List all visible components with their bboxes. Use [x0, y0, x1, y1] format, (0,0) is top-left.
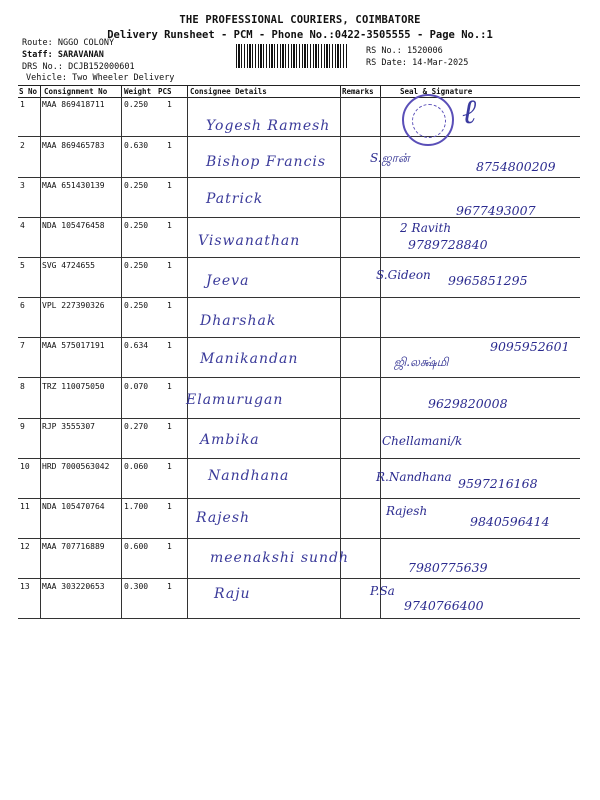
col-divider — [121, 538, 122, 578]
col-divider — [121, 458, 122, 498]
staff-line — [22, 50, 104, 60]
row-pcs: 1 — [167, 582, 172, 591]
row-signature: S.Gideon — [376, 268, 431, 282]
row-consignment-no: HRD 7000563042 — [42, 462, 110, 471]
row-consignment-no: MAA 707716889 — [42, 542, 105, 551]
drs-label: DRS No.: — [22, 62, 63, 72]
row-consignee-handwritten: Nandhana — [208, 468, 290, 484]
route-label: Route: — [22, 38, 53, 48]
col-consignment: Consignment No — [44, 87, 108, 96]
col-divider — [340, 498, 341, 538]
vehicle-value: Two Wheeler Delivery — [72, 73, 175, 83]
vehicle-label: Vehicle: — [26, 73, 67, 83]
table-row — [18, 96, 580, 137]
row-weight: 0.250 — [124, 221, 149, 230]
col-divider — [121, 217, 122, 257]
row-weight: 0.250 — [124, 100, 149, 109]
col-divider — [40, 96, 41, 136]
col-divider — [380, 96, 381, 136]
table-row — [18, 458, 580, 499]
table-row — [18, 498, 580, 539]
rs-date-value: 14-Mar-2025 — [412, 58, 469, 68]
row-phone-number: 9965851295 — [448, 273, 528, 288]
row-sno: 13 — [20, 582, 30, 591]
vehicle-line — [26, 73, 174, 83]
row-phone-number: 8754800209 — [476, 159, 556, 174]
row-sno: 2 — [20, 141, 25, 150]
col-divider — [40, 578, 41, 618]
col-divider — [340, 418, 341, 458]
row-consignee-handwritten: Patrick — [206, 191, 264, 207]
table-row — [18, 418, 580, 459]
row-phone-number: 7980775639 — [408, 560, 488, 575]
row-consignee-handwritten: Raju — [214, 586, 251, 602]
col-divider — [187, 217, 188, 257]
row-sno: 8 — [20, 382, 25, 391]
table-row — [18, 137, 580, 178]
row-signature: P.Sa — [370, 584, 395, 598]
row-sno: 4 — [20, 221, 25, 230]
col-divider — [40, 297, 41, 337]
row-consignee-handwritten: Jeeva — [206, 273, 250, 289]
col-divider — [40, 217, 41, 257]
row-weight: 0.060 — [124, 462, 149, 471]
col-divider — [121, 337, 122, 377]
col-divider — [121, 257, 122, 297]
row-sno: 3 — [20, 181, 25, 190]
col-divider — [340, 337, 341, 377]
col-divider — [40, 337, 41, 377]
col-divider — [121, 378, 122, 418]
col-divider — [121, 297, 122, 337]
row-signature: ஜி.லக்ஷ்மி — [394, 355, 449, 369]
col-divider — [187, 297, 188, 337]
row-pcs: 1 — [167, 100, 172, 109]
row-pcs: 1 — [167, 422, 172, 431]
col-divider — [40, 257, 41, 297]
row-sno: 1 — [20, 100, 25, 109]
col-divider — [121, 177, 122, 217]
col-divider — [187, 498, 188, 538]
row-consignee-handwritten: Yogesh Ramesh — [206, 118, 331, 134]
row-phone-number: 9789728840 — [408, 237, 488, 252]
route-value: NGGO COLONY — [57, 38, 115, 48]
row-consignment-no: VPL 227390326 — [42, 301, 105, 310]
row-consignee-handwritten: meenakshi sundh — [210, 550, 350, 566]
row-consignment-no: MAA 575017191 — [42, 341, 105, 350]
row-weight: 0.250 — [124, 261, 149, 270]
row-weight: 0.630 — [124, 141, 149, 150]
row-consignee-handwritten: Viswanathan — [198, 233, 301, 249]
row-weight: 0.250 — [124, 181, 149, 190]
row-consignee-handwritten: Ambika — [200, 432, 260, 448]
table-row — [18, 578, 580, 619]
row-consignee-handwritten: Rajesh — [196, 510, 251, 526]
row-pcs: 1 — [167, 341, 172, 350]
row-sno: 12 — [20, 542, 30, 551]
row-sno: 5 — [20, 261, 25, 270]
table-row — [18, 378, 580, 419]
table-row — [18, 337, 580, 378]
col-divider — [40, 538, 41, 578]
row-signature: R.Nandhana — [376, 470, 452, 484]
table-row — [18, 297, 580, 338]
row-phone-number: 9629820008 — [428, 396, 508, 411]
row-signature: Rajesh — [386, 504, 428, 518]
col-divider — [187, 177, 188, 217]
row-consignee-handwritten: Elamurugan — [186, 392, 284, 408]
row-pcs: 1 — [167, 502, 172, 511]
col-divider — [40, 418, 41, 458]
row-signature: Chellamani/k — [382, 434, 463, 448]
staff-label: Staff: — [22, 50, 53, 60]
row-phone-number: 9740766400 — [404, 598, 484, 613]
col-signature: Seal & Signature — [400, 87, 473, 96]
table-row — [18, 217, 580, 258]
row-phone-number: 9095952601 — [490, 339, 570, 354]
row-signature: S.ஜான் — [370, 151, 410, 165]
col-divider — [380, 217, 381, 257]
col-divider — [40, 498, 41, 538]
seal-signature-mark: ℓ — [462, 92, 477, 132]
col-divider — [340, 458, 341, 498]
row-phone-number: 9677493007 — [456, 203, 536, 218]
row-consignment-no: RJP 3555307 — [42, 422, 95, 431]
col-divider — [340, 137, 341, 177]
row-sno: 6 — [20, 301, 25, 310]
row-pcs: 1 — [167, 221, 172, 230]
drs-value: DCJB152000601 — [68, 62, 135, 72]
col-divider — [40, 458, 41, 498]
col-divider — [340, 257, 341, 297]
row-signature: 2 Ravith — [400, 221, 452, 235]
rs-no-label: RS No.: — [366, 46, 402, 56]
row-sno: 10 — [20, 462, 30, 471]
table-row — [18, 538, 580, 579]
table-row — [18, 177, 580, 218]
row-pcs: 1 — [167, 301, 172, 310]
runsheet-title: Delivery Runsheet - PCM - Phone No.:0422-3505555 - Page No.:1 — [107, 29, 493, 41]
col-divider — [40, 177, 41, 217]
col-divider — [380, 297, 381, 337]
col-divider — [187, 538, 188, 578]
col-divider — [187, 418, 188, 458]
table-row — [18, 257, 580, 298]
col-divider — [380, 498, 381, 538]
row-consignment-no: MAA 303220653 — [42, 582, 105, 591]
row-pcs: 1 — [167, 141, 172, 150]
row-pcs: 1 — [167, 261, 172, 270]
row-weight: 0.634 — [124, 341, 149, 350]
row-consignment-no: MAA 869418711 — [42, 100, 105, 109]
rs-no-value: 1520006 — [406, 46, 443, 56]
col-sno: S No — [19, 87, 38, 96]
col-divider — [187, 458, 188, 498]
col-divider — [340, 96, 341, 136]
col-divider — [121, 96, 122, 136]
company-name: THE PROFESSIONAL COURIERS, COIMBATORE — [179, 14, 421, 26]
row-phone-number: 9597216168 — [458, 476, 538, 491]
row-pcs: 1 — [167, 181, 172, 190]
seal-stamp — [402, 94, 454, 146]
row-consignment-no: MAA 869465783 — [42, 141, 105, 150]
row-weight: 0.600 — [124, 542, 149, 551]
col-divider — [187, 96, 188, 136]
col-divider — [187, 257, 188, 297]
col-pcs: PCS — [158, 87, 172, 96]
col-divider — [121, 137, 122, 177]
col-weight: Weight — [124, 87, 152, 96]
col-divider — [380, 337, 381, 377]
row-weight: 0.300 — [124, 582, 149, 591]
rs-date-line — [366, 58, 468, 68]
drs-line — [22, 62, 135, 72]
row-pcs: 1 — [167, 462, 172, 471]
col-divider — [187, 137, 188, 177]
col-divider — [380, 418, 381, 458]
rs-no-line — [366, 46, 443, 56]
row-sno: 9 — [20, 422, 25, 431]
staff-value: SARAVANAN — [57, 50, 104, 60]
row-weight: 1.700 — [124, 502, 149, 511]
row-consignee-handwritten: Dharshak — [200, 313, 277, 329]
col-divider — [380, 378, 381, 418]
row-sno: 11 — [20, 502, 30, 511]
col-divider — [340, 217, 341, 257]
col-divider — [340, 297, 341, 337]
row-consignment-no: MAA 651430139 — [42, 181, 105, 190]
row-weight: 0.270 — [124, 422, 149, 431]
col-consignee: Consignee Details — [190, 87, 267, 96]
col-divider — [380, 177, 381, 217]
row-consignment-no: NDA 105470764 — [42, 502, 105, 511]
col-divider — [340, 378, 341, 418]
row-phone-number: 9840596414 — [470, 514, 550, 529]
row-consignee-handwritten: Bishop Francis — [206, 154, 327, 170]
row-weight: 0.070 — [124, 382, 149, 391]
rs-date-label: RS Date: — [366, 58, 407, 68]
col-divider — [187, 578, 188, 618]
col-divider — [121, 498, 122, 538]
col-divider — [380, 538, 381, 578]
col-remarks: Remarks — [342, 87, 374, 96]
col-divider — [340, 177, 341, 217]
col-divider — [121, 418, 122, 458]
row-weight: 0.250 — [124, 301, 149, 310]
row-consignment-no: TRZ 110075050 — [42, 382, 105, 391]
barcode — [236, 44, 348, 68]
row-pcs: 1 — [167, 382, 172, 391]
row-consignment-no: SVG 4724655 — [42, 261, 95, 270]
col-divider — [40, 378, 41, 418]
row-sno: 7 — [20, 341, 25, 350]
col-divider — [187, 337, 188, 377]
col-divider — [340, 578, 341, 618]
row-pcs: 1 — [167, 542, 172, 551]
route-line — [22, 38, 114, 48]
row-consignee-handwritten: Manikandan — [200, 351, 299, 367]
col-divider — [40, 137, 41, 177]
col-divider — [121, 578, 122, 618]
row-consignment-no: NDA 105476458 — [42, 221, 105, 230]
